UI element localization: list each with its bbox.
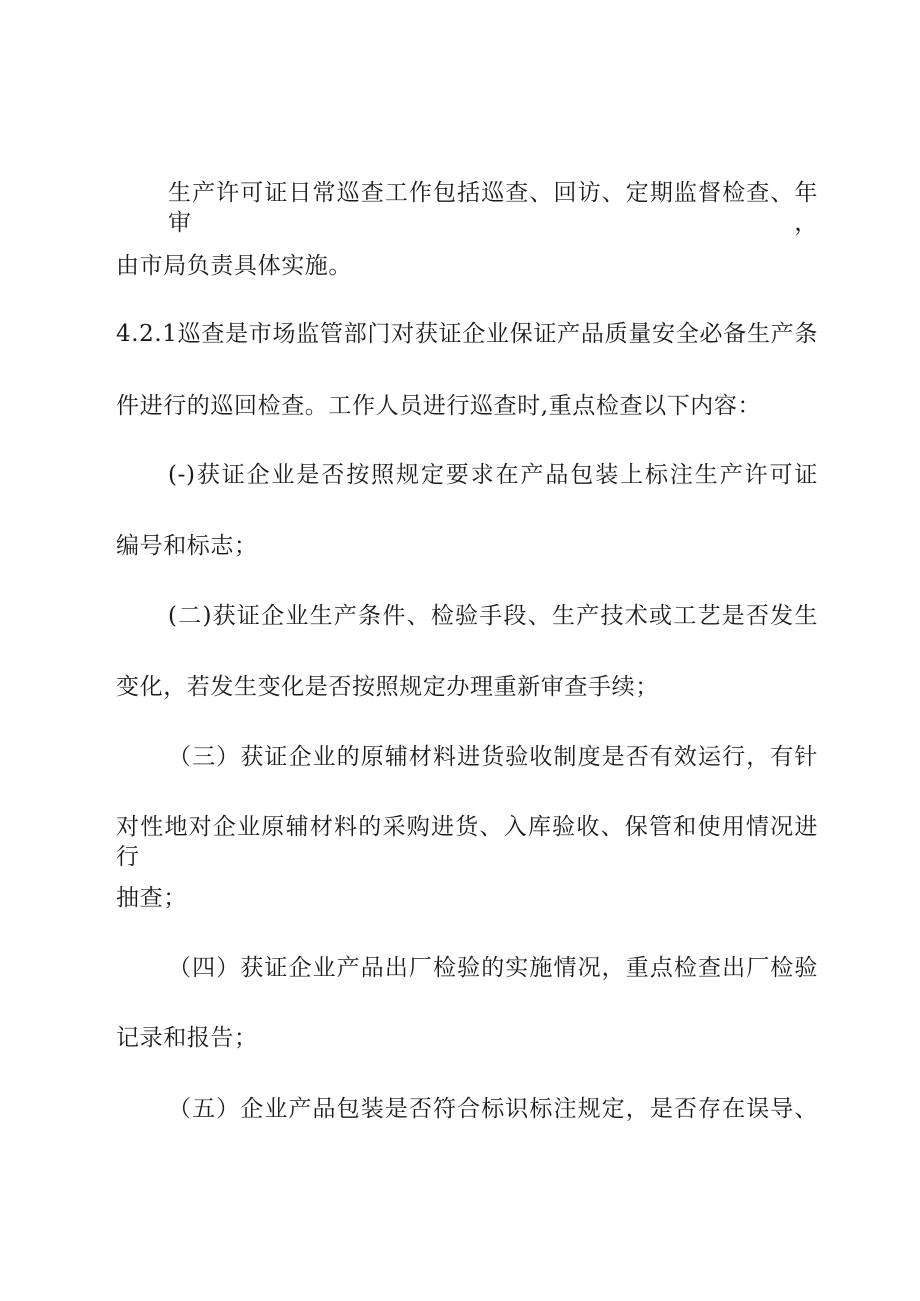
paragraph-line: 变化，若发生变化是否按照规定办理重新审查手续；	[116, 674, 659, 700]
paragraph-line: 件进行的巡回检查。工作人员进行巡查时,重点检查以下内容：	[116, 393, 762, 419]
paragraph-line: (二)获证企业生产条件、检验手段、生产技术或工艺是否发生	[168, 603, 818, 629]
paragraph-line: 生产许可证日常巡查工作包括巡查、回访、定期监督检查、年审，	[168, 180, 818, 236]
paragraph-line: （三）获证企业的原辅材料进货验收制度是否有效运行，有针	[168, 744, 818, 770]
paragraph-line: 编号和标志；	[116, 533, 258, 559]
paragraph-line: （四）获证企业产品出厂检验的实施情况，重点检查出厂检验	[168, 955, 818, 981]
paragraph-line: 由市局负责具体实施。	[116, 253, 352, 279]
paragraph-line: 抽查；	[116, 885, 187, 911]
paragraph-line: 对性地对企业原辅材料的采购进货、入库验收、保管和使用情况进行	[116, 814, 818, 870]
paragraph-line: 记录和报告；	[116, 1025, 258, 1051]
paragraph-line: (-)获证企业是否按照规定要求在产品包装上标注生产许可证	[168, 462, 818, 488]
paragraph-line: （五）企业产品包装是否符合标识标注规定，是否存在误导、	[168, 1096, 818, 1122]
paragraph-line: 4.2.1巡查是市场监管部门对获证企业保证产品质量安全必备生产条	[116, 321, 818, 347]
